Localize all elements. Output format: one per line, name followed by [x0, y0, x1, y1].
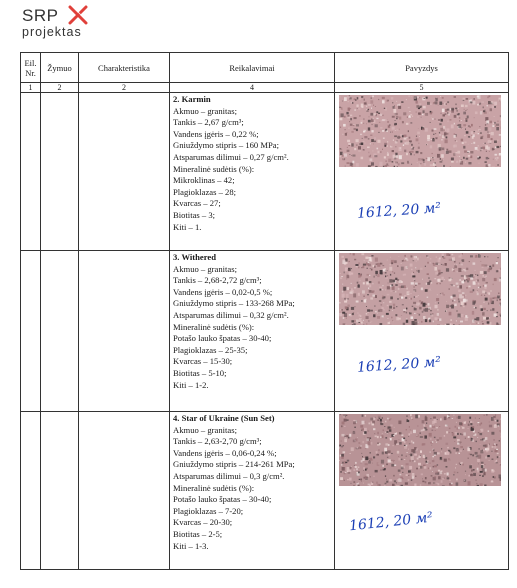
table-row	[21, 412, 509, 570]
stone-title: 4. Star of Ukraine (Sun Set)	[173, 413, 275, 423]
spec-line: Gniuždymo stipris – 160 MPa;	[173, 140, 279, 151]
stone-title: 3. Withered	[173, 252, 216, 262]
spec-line: Akmuo – granitas;	[173, 424, 237, 435]
column-number-row	[21, 83, 509, 93]
spec-line: Plagioklazas – 28;	[173, 186, 237, 197]
table-row	[21, 251, 509, 412]
cell-characteristic	[79, 412, 170, 570]
spec-line: Akmuo – granitas;	[173, 105, 237, 116]
srp-logo	[22, 6, 132, 42]
header-marker: Žymuo	[41, 53, 79, 83]
colnum-1: 1	[21, 83, 41, 93]
spec-line: Kiti – 1-2.	[173, 379, 209, 390]
handwritten-area: 1612, 20 м²	[348, 509, 434, 535]
spec-line: Mikroklinas – 42;	[173, 175, 235, 186]
cell-characteristic	[79, 251, 170, 412]
requirements-cell	[170, 93, 335, 251]
header-characteristic: Charakteristika	[79, 53, 170, 83]
spec-line: Biotitas – 2-5;	[173, 528, 223, 539]
requirements-cell	[170, 251, 335, 412]
header-row	[21, 53, 509, 83]
colnum-3: 2	[79, 83, 170, 93]
spec-line: Akmuo – granitas;	[173, 263, 237, 274]
table-row	[21, 93, 509, 251]
colnum-5: 5	[335, 83, 509, 93]
logo-x-icon	[68, 5, 88, 25]
cell-marker	[41, 412, 79, 570]
spec-line: Kvarcas – 15-30;	[173, 356, 233, 367]
spec-line: Atsparumas dilimui – 0,27 g/cm².	[173, 151, 289, 162]
logo-subtitle: projektas	[22, 25, 82, 39]
handwritten-area: 1612, 20 м²	[356, 200, 442, 222]
spec-line: Mineralinė sudėtis (%):	[173, 321, 255, 332]
requirements-table	[20, 52, 509, 570]
spec-line: Gniuždymo stipris – 133-268 MPa;	[173, 298, 295, 309]
cell-no	[21, 251, 41, 412]
spec-line: Tankis – 2,67 g/cm³;	[173, 117, 244, 128]
spec-line: Vandens įgėris – 0,06-0,24 %;	[173, 447, 277, 458]
spec-line: Plagioklazas – 7-20;	[173, 505, 244, 516]
spec-line: Kiti – 1.	[173, 221, 202, 232]
header-requirements: Reikalavimai	[170, 53, 335, 83]
spec-line: Vandens įgėris – 0,22 %;	[173, 128, 259, 139]
colnum-2: 2	[41, 83, 79, 93]
header-no: Eil. Nr.	[21, 53, 41, 83]
cell-marker	[41, 93, 79, 251]
spec-line: Atsparumas dilimui – 0,32 g/cm².	[173, 309, 289, 320]
spec-line: Mineralinė sudėtis (%):	[173, 482, 255, 493]
spec-line: Atsparumas dilimui – 0,3 g/cm².	[173, 470, 285, 481]
spec-line: Vandens įgėris – 0,02-0,5 %;	[173, 286, 273, 297]
spec-line: Potašo lauko špatas – 30-40;	[173, 494, 272, 505]
cell-no	[21, 412, 41, 570]
handwritten-area: 1612, 20 м²	[356, 354, 442, 376]
spec-line: Plagioklazas – 25-35;	[173, 344, 248, 355]
sample-cell	[335, 251, 509, 412]
sample-cell	[335, 93, 509, 251]
sample-cell	[335, 412, 509, 570]
spec-line: Tankis – 2,68-2,72 g/cm³;	[173, 275, 262, 286]
colnum-4: 4	[170, 83, 335, 93]
stone-title: 2. Karmin	[173, 94, 211, 104]
header-sample: Pavyzdys	[335, 53, 509, 83]
logo-brand: SRP	[22, 6, 59, 25]
spec-line: Mineralinė sudėtis (%):	[173, 163, 255, 174]
granite-sample-image	[339, 414, 501, 486]
spec-line: Tankis – 2,63-2,70 g/cm³;	[173, 436, 262, 447]
cell-no	[21, 93, 41, 251]
spec-line: Biotitas – 3;	[173, 209, 216, 220]
spec-line: Biotitas – 5-10;	[173, 367, 227, 378]
spec-line: Kiti – 1-3.	[173, 540, 209, 551]
cell-characteristic	[79, 93, 170, 251]
spec-line: Kvarcas – 27;	[173, 198, 221, 209]
cell-marker	[41, 251, 79, 412]
requirements-cell	[170, 412, 335, 570]
spec-line: Gniuždymo stipris – 214-261 MPa;	[173, 459, 295, 470]
granite-sample-image	[339, 95, 501, 167]
spec-line: Potašo lauko špatas – 30-40;	[173, 333, 272, 344]
granite-sample-image	[339, 253, 501, 325]
spec-line: Kvarcas – 20-30;	[173, 517, 233, 528]
